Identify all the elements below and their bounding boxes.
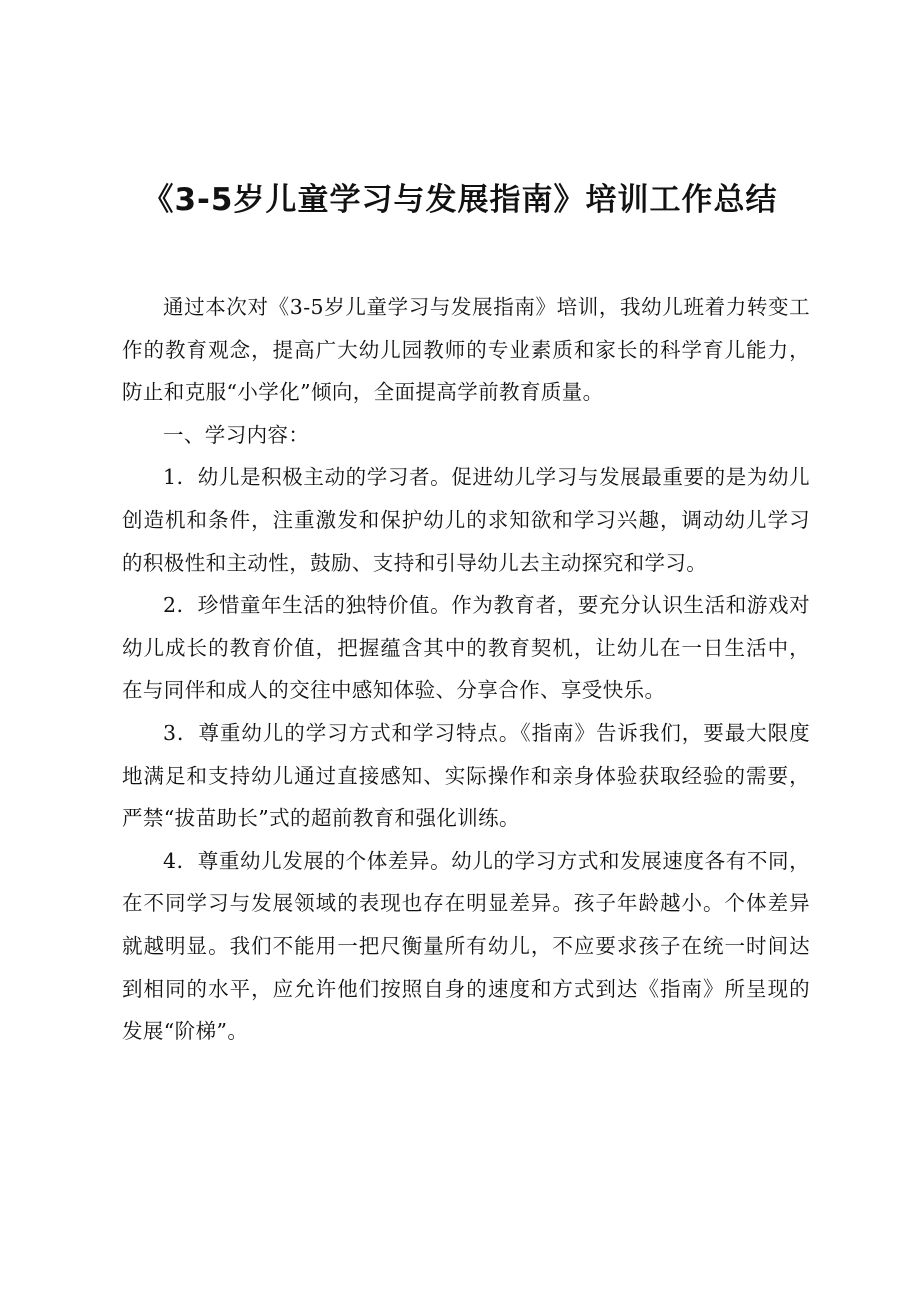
point-3-paragraph: 3．尊重幼儿的学习方式和学习特点。《指南》告诉我们，要最大限度地满足和支持幼儿通过直接感知、实际操作和亲身体验获取经验的需要，严禁“拔苗助长”式的超前教育和强化训练。 xyxy=(122,720,810,831)
point-4-paragraph: 4．尊重幼儿发展的个体差异。幼儿的学习方式和发展速度各有不同，在不同学习与发展领域的表现也存在明显差异。孩子年龄越小。个体差异就越明显。我们不能用一把尺衡量所有幼儿，不应要求孩子在统一时间达到相同的水平，应允许他们按照自身的速度和方式到达《指南》所呈现的发展“阶梯”。 xyxy=(122,848,810,1044)
point-1-paragraph: 1．幼儿是积极主动的学习者。促进幼儿学习与发展最重要的是为幼儿创造机和条件，注重激发和保护幼儿的求知欲和学习兴趣，调动幼儿学习的积极性和主动性，鼓励、支持和引导幼儿去主动探究和学习。 xyxy=(122,465,810,575)
document-body xyxy=(122,286,810,1053)
document-title: 《3-5岁儿童学习与发展指南》培训工作总结 xyxy=(142,182,778,218)
section-heading-learning-content: 一、学习内容： xyxy=(163,422,310,447)
intro-paragraph: 通过本次对《3-5岁儿童学习与发展指南》培训，我幼儿班着力转变工作的教育观念，提高广大幼儿园教师的专业素质和家长的科学育儿能力，防止和克服“小学化”倾向，全面提高学前教育质量。 xyxy=(122,295,810,405)
point-2-paragraph: 2．珍惜童年生活的独特价值。作为教育者，要充分认识生活和游戏对幼儿成长的教育价值，把握蕴含其中的教育契机，让幼儿在一日生活中，在与同伴和成人的交往中感知体验、分享合作、享受快乐。 xyxy=(122,593,810,703)
